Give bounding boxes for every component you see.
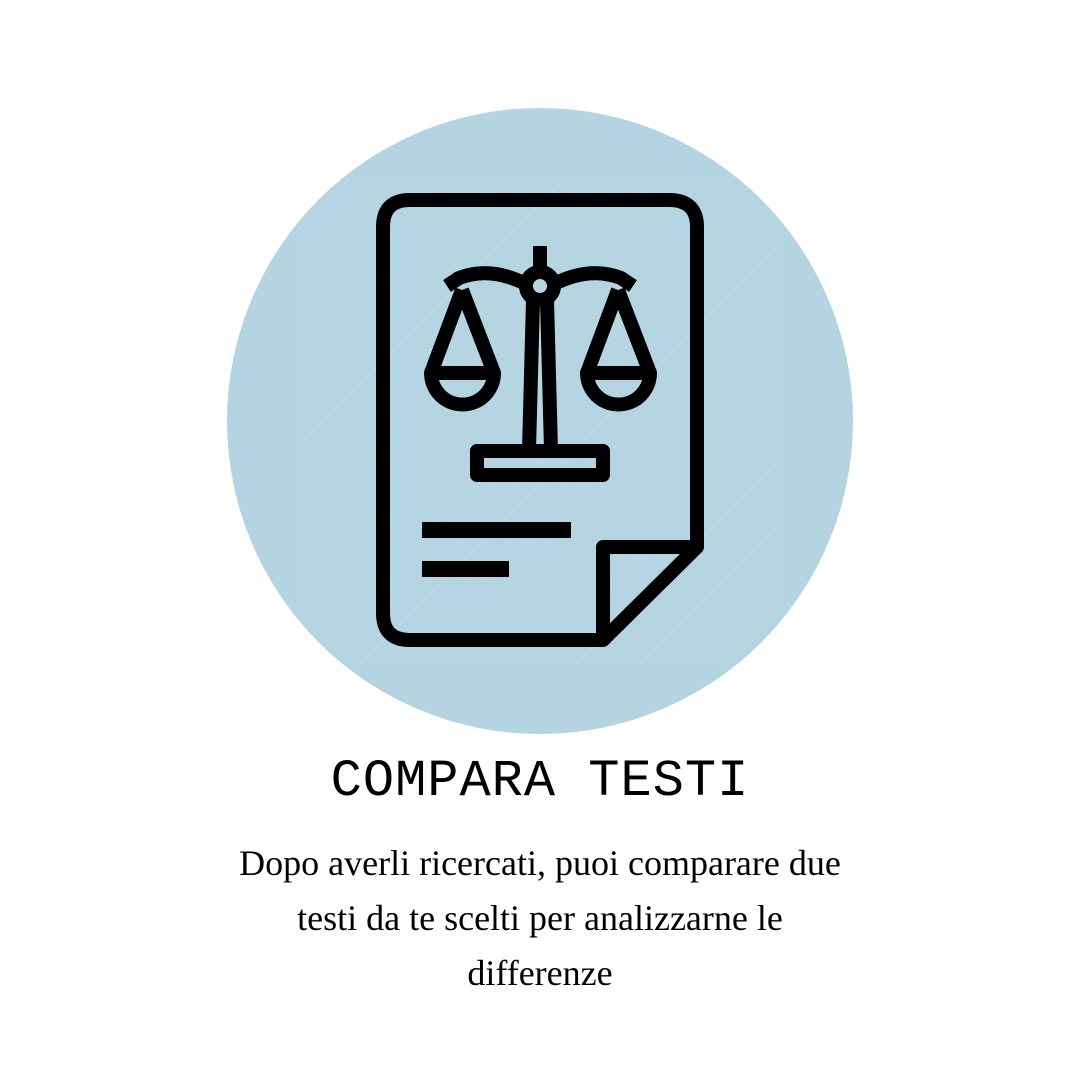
scales-left-pan-strings	[431, 290, 494, 373]
scales-left-pan	[431, 373, 494, 405]
scales-pivot	[526, 272, 554, 300]
scales-right-pan	[587, 373, 650, 405]
scales-right-pan-strings	[587, 290, 650, 373]
legal-document-scales-icon	[360, 180, 720, 660]
scales-column	[529, 300, 551, 450]
scales-right-arm	[554, 273, 633, 286]
scales-base	[477, 451, 603, 475]
scales-left-arm	[447, 273, 526, 286]
feature-description: Dopo averli ricercati, puoi comparare due testi da te scelti per analizzarne le differenze	[239, 843, 841, 993]
feature-title: COMPARA TESTI	[330, 752, 750, 811]
